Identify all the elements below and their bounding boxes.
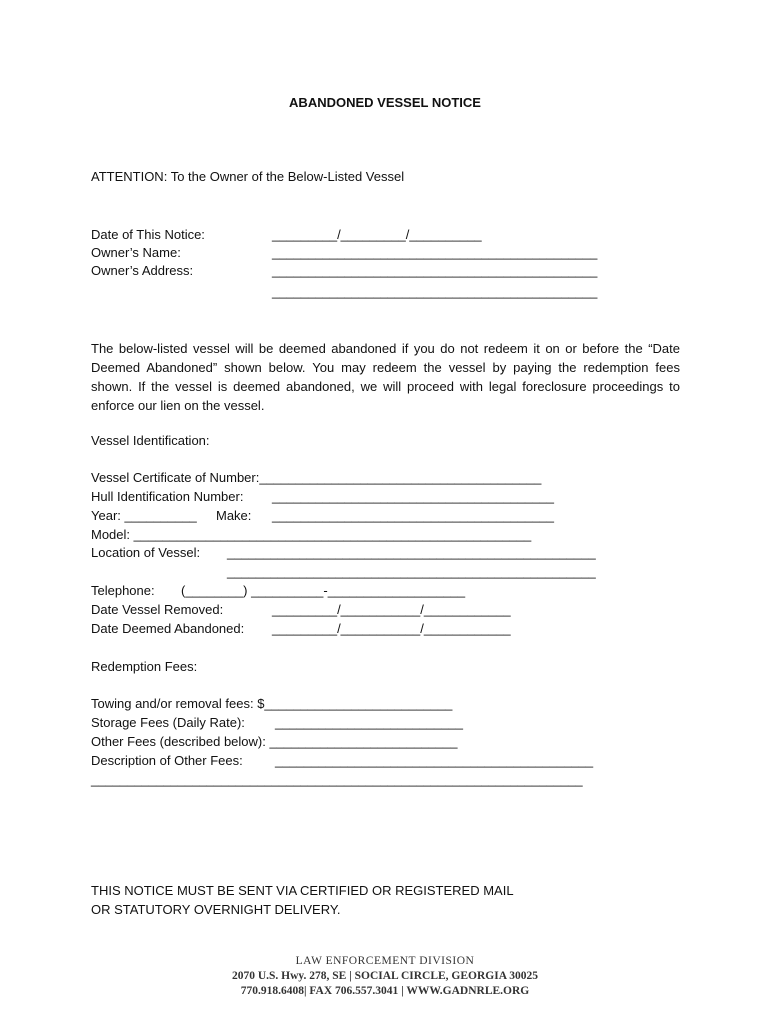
redemption-fees-heading: Redemption Fees: [91,659,198,674]
location-label: Location of Vessel: [91,545,201,560]
notice-date-label: Date of This Notice: [91,227,205,242]
abandonment-paragraph: The below-listed vessel will be deemed abandoned if you do not redeem it on or before the “Date Deemed Abandoned” shown below. You may redeem the vessel by paying the redemption fees shown. If the vessel is deemed abandoned, we will proceed with legal foreclosure proceedings to enforce our lien on the vessel. [91,341,680,413]
footer-contact: 770.918.6408| FAX 706.557.3041 | WWW.GADNRLE.ORG [240,985,530,997]
owner-address-blank-2: _____________________________________________ [272,284,598,299]
footer-division [0,953,770,969]
description-blank-2: ____________________________________________________________________ [91,772,583,787]
mail-notice-line-2: OR STATUTORY OVERNIGHT DELIVERY. [91,902,341,917]
make-blank: _______________________________________ [272,508,554,523]
date-removed-blank: _________/___________/____________ [272,602,511,617]
attention-line: ATTENTION: To the Owner of the Below-Listed Vessel [91,169,405,184]
storage-fees-blank: __________________________ [275,715,463,730]
description-label: Description of Other Fees: [91,753,243,768]
date-abandoned-blank: _________/___________/____________ [272,621,511,636]
make-label: Make: [216,508,252,523]
hull-id-blank: _______________________________________ [272,489,554,504]
location-blank-1: ___________________________________________________ [227,545,596,560]
hull-id-label: Hull Identification Number: [91,489,244,504]
towing-fees-line: Towing and/or removal fees: $__________________________ [91,696,453,711]
date-abandoned-label: Date Deemed Abandoned: [91,621,245,636]
owner-address-label: Owner’s Address: [91,263,194,278]
other-fees-line: Other Fees (described below): __________________________ [91,734,458,749]
certificate-number-line: Vessel Certificate of Number:_______________________________________ [91,470,542,485]
footer-address: 2070 U.S. Hwy. 278, SE | SOCIAL CIRCLE, GEORGIA 30025 [231,970,539,982]
date-removed-label: Date Vessel Removed: [91,602,224,617]
vessel-identification-heading: Vessel Identification: [91,433,210,448]
model-line: Model: _______________________________________________________ [91,527,532,542]
owner-name-blank: _____________________________________________ [272,245,598,260]
telephone-blank: (________) __________-___________________ [181,583,466,598]
telephone-label: Telephone: [91,583,155,598]
year-field: Year: __________ [91,508,197,523]
owner-address-blank-1: _____________________________________________ [272,263,598,278]
footer-division-text: LAW ENFORCEMENT DIVISION [295,955,475,967]
location-blank-2: ___________________________________________________ [227,564,596,579]
description-blank-1: ____________________________________________ [275,753,594,768]
notice-date-blank: _________/_________/__________ [272,227,482,242]
storage-fees-label: Storage Fees (Daily Rate): [91,715,245,730]
document-title: ABANDONED VESSEL NOTICE [289,95,481,110]
owner-name-label: Owner’s Name: [91,245,181,260]
mail-notice-line-1: THIS NOTICE MUST BE SENT VIA CERTIFIED OR REGISTERED MAIL [91,883,514,898]
